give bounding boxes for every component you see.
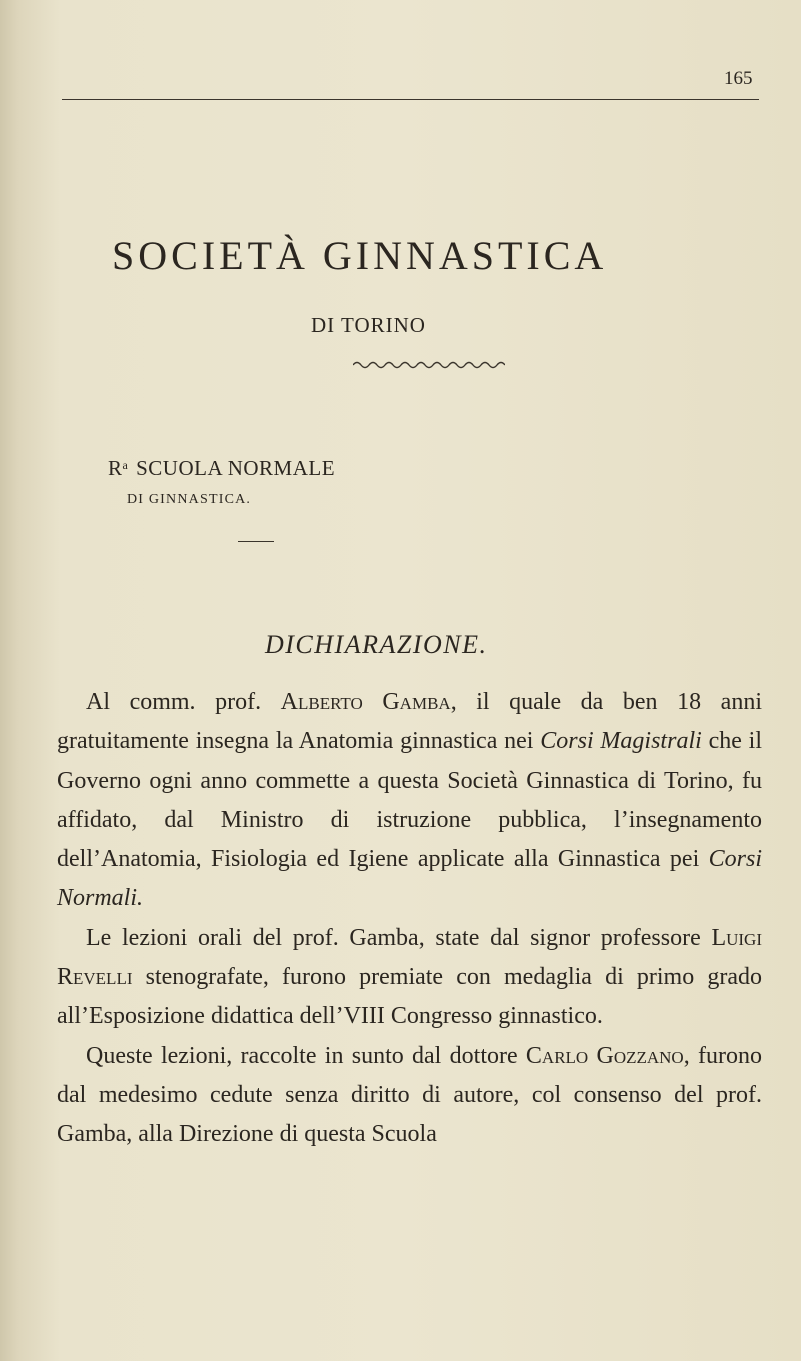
paragraph-1 [57, 683, 762, 919]
p3-text-b: , furono dal medesimo cedute senza diritto di autore, col consenso del prof. Gamba, alla Direzione di questa Scuola [57, 1042, 762, 1148]
p3-name: Carlo Gozzano [525, 1042, 684, 1069]
school-subline: DI GINNASTICA. [127, 492, 252, 507]
p1-corsi-magistrali: Corsi Magistrali [540, 728, 702, 755]
p2-text-b: stenografate, furono premiate con medaglia di primo grado all’Esposizione didattica dell’VIII Congresso ginnastico. [57, 964, 762, 1030]
society-title: SOCIETÀ GINNASTICA [112, 233, 608, 278]
school-line1: SCUOLA NORMALE [136, 456, 336, 480]
paragraph-2 [57, 919, 762, 1037]
p1-corsi-normali: Corsi Normali. [57, 846, 762, 912]
school-prefix: R [108, 456, 123, 480]
p1-text-b: , il quale da ben 18 anni gratuitamente insegna la Anatomia ginnastica nei [57, 689, 762, 755]
paragraph-3 [57, 1037, 762, 1155]
p2-text-a: Le lezioni orali del prof. Gamba, state dal signor professore [86, 924, 712, 951]
short-rule [238, 541, 274, 542]
header-rule [62, 99, 759, 100]
society-subtitle: DI TORINO [311, 313, 426, 337]
wavy-ornament [353, 359, 505, 371]
p1-name: Alberto Gamba [280, 689, 451, 715]
school-prefix-sup: a [122, 458, 129, 472]
page-number: 165 [724, 68, 753, 89]
p1-text-a: Al comm. prof. [86, 689, 281, 715]
declaration-heading: DICHIARAZIONE. [265, 630, 488, 659]
p1-text-c: che il Governo ogni anno commette a questa Società Ginnastica di Torino, fu affidato, dal Ministro di istruzione pubblica, l’insegnamento dell’Anatomia, Fisiologia ed Igiene applicate alla Ginnastica pei [57, 728, 763, 873]
p3-text-a: Queste lezioni, raccolte in sunto dal dottore [86, 1042, 526, 1069]
body-text [57, 683, 762, 1155]
school-name [108, 456, 335, 481]
p2-name: Luigi Revelli [57, 924, 762, 991]
